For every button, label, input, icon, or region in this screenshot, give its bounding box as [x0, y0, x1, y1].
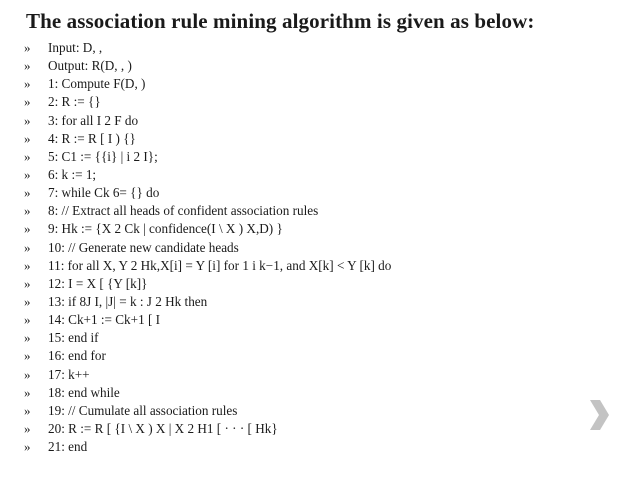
line-text: 15: end if [48, 330, 99, 346]
bullet-marker: » [24, 312, 31, 328]
chevron-right-icon[interactable] [588, 398, 610, 432]
algorithm-line [24, 420, 391, 438]
line-text: 17: k++ [48, 366, 90, 382]
line-text: 21: end [48, 439, 88, 455]
algorithm-line [24, 311, 391, 329]
line-text: 4: R := R [ I ) {} [48, 130, 136, 146]
bullet-marker: » [24, 166, 31, 182]
bullet-marker: » [24, 439, 31, 455]
line-text: 20: R := R [ {I \ X ) X | X 2 H1 [ · · · [ Hk} [48, 420, 278, 436]
algorithm-line [24, 239, 391, 257]
algorithm-line [24, 366, 391, 384]
line-text: 18: end while [48, 384, 120, 400]
bullet-marker: » [24, 148, 31, 164]
bullet-marker: » [24, 420, 31, 436]
algorithm-line [24, 347, 391, 365]
algorithm-line [24, 166, 391, 184]
algorithm-line [24, 148, 391, 166]
line-text: 13: if 8J I, |J| = k : J 2 Hk then [48, 293, 208, 309]
line-text: 6: k := 1; [48, 166, 97, 182]
line-text: 16: end for [48, 348, 106, 364]
bullet-marker: » [24, 348, 31, 364]
bullet-marker: » [24, 58, 31, 74]
line-text: Output: R(D, , ) [48, 58, 132, 74]
algorithm-line [24, 184, 391, 202]
bullet-marker: » [24, 94, 31, 110]
line-text: 14: Ck+1 := Ck+1 [ I [48, 312, 161, 328]
bullet-marker: » [24, 221, 31, 237]
line-text: 2: R := {} [48, 94, 101, 110]
line-text: 11: for all X, Y 2 Hk,X[i] = Y [i] for 1 i k−1, and X[k] < Y [k] do [48, 257, 392, 273]
algorithm-line [24, 293, 391, 311]
line-text: 12: I = X [ {Y [k]} [48, 275, 148, 291]
bullet-marker: » [24, 203, 31, 219]
slide-title: The association rule mining algorithm is given as below: [26, 9, 535, 33]
algorithm-line [24, 275, 391, 293]
algorithm-line [24, 384, 391, 402]
bullet-marker: » [24, 366, 31, 382]
line-text: Input: D, , [48, 40, 103, 55]
algorithm-steps [24, 39, 391, 456]
bullet-marker: » [24, 130, 31, 146]
algorithm-line [24, 402, 391, 420]
bullet-marker: » [24, 293, 31, 309]
bullet-marker: » [24, 40, 31, 55]
bullet-marker: » [24, 76, 31, 92]
line-text: 9: Hk := {X 2 Ck | confidence(I \ X ) X,D) } [48, 221, 283, 237]
bullet-marker: » [24, 112, 31, 128]
algorithm-line [24, 57, 391, 75]
algorithm-line [24, 75, 391, 93]
bullet-marker: » [24, 384, 31, 400]
algorithm-line [24, 329, 391, 347]
line-text: 3: for all I 2 F do [48, 112, 139, 128]
algorithm-line [24, 257, 391, 275]
line-text: 1: Compute F(D, ) [48, 76, 146, 92]
bullet-marker: » [24, 402, 31, 418]
line-text: 8: // Extract all heads of confident association rules [48, 203, 319, 219]
line-text: 5: C1 := {{i} | i 2 I}; [48, 148, 158, 164]
bullet-marker: » [24, 330, 31, 346]
algorithm-line [24, 220, 391, 238]
bullet-marker: » [24, 275, 31, 291]
line-text: 19: // Cumulate all association rules [48, 402, 238, 418]
line-text: 10: // Generate new candidate heads [48, 239, 239, 255]
algorithm-line [24, 130, 391, 148]
algorithm-line [24, 438, 391, 456]
bullet-marker: » [24, 257, 31, 273]
line-text: 7: while Ck 6= {} do [48, 185, 160, 201]
bullet-marker: » [24, 185, 31, 201]
algorithm-line [24, 93, 391, 111]
algorithm-line [24, 39, 391, 57]
algorithm-line [24, 112, 391, 130]
bullet-marker: » [24, 239, 31, 255]
algorithm-line [24, 202, 391, 220]
